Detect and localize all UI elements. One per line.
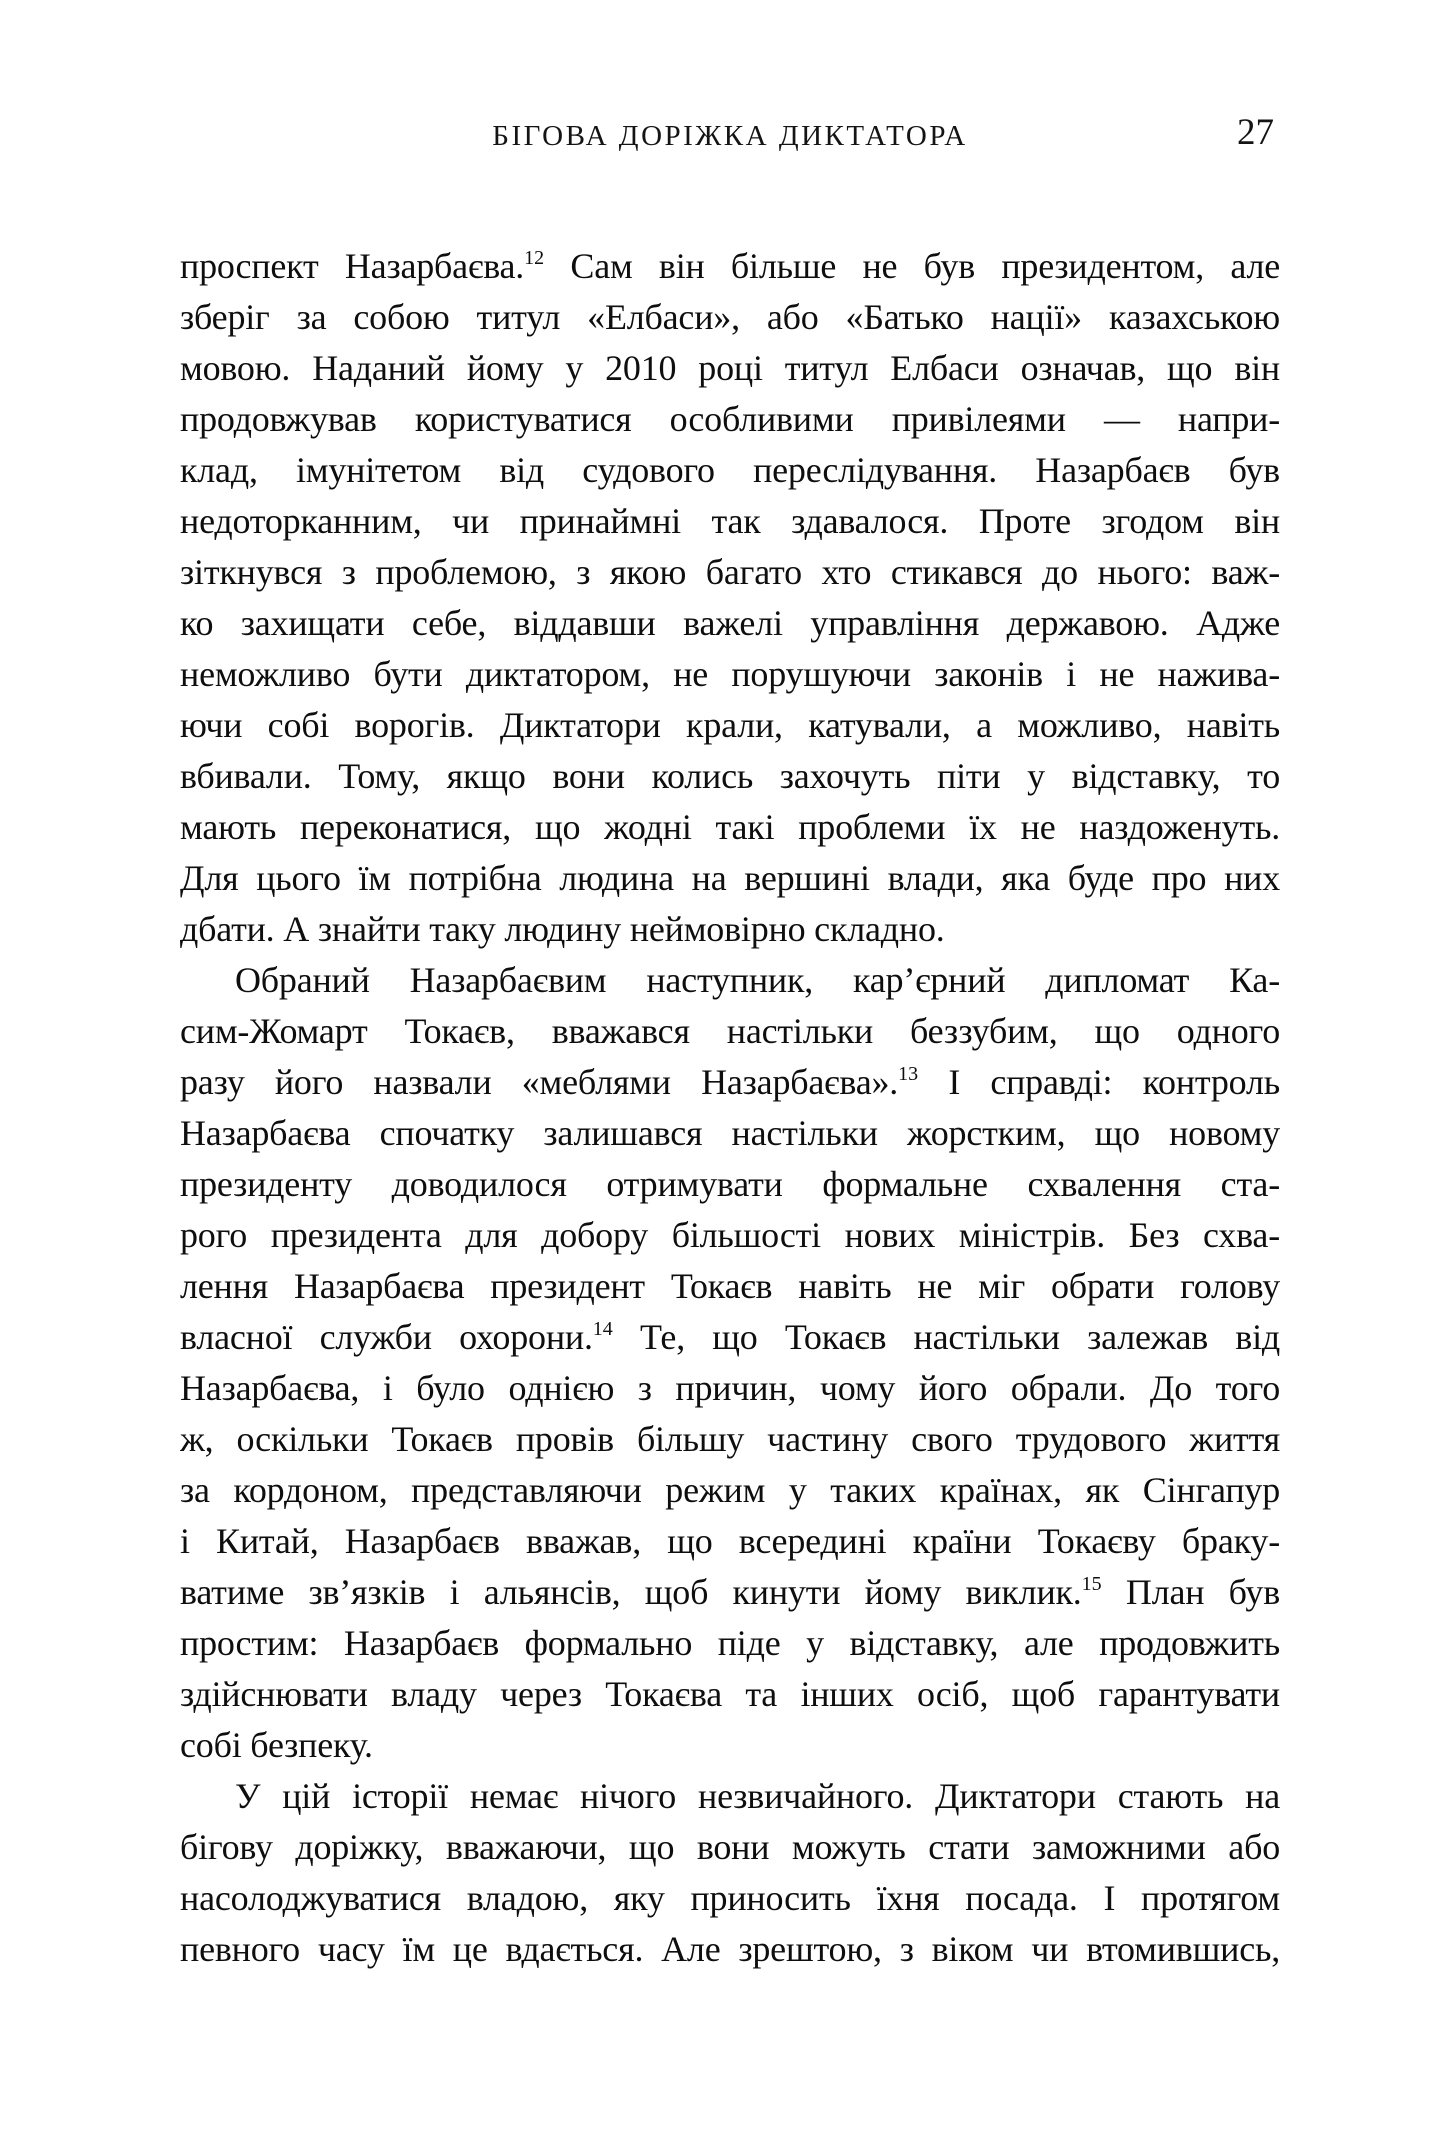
footnote-ref: 12 <box>524 247 545 269</box>
text-line: Назарбаєва спочатку залишався настільки жорстким, що новому <box>180 1113 1280 1153</box>
text-line: Обраний Назарбаєвим наступник, кар’єрний дипломат Ка- <box>235 960 1280 1000</box>
text-line: зберіг за собою титул «Елбаси», або «Батько нації» казахською <box>180 297 1280 337</box>
text-line: ючи собі ворогів. Диктатори крали, катували, а можливо, навіть <box>180 705 1280 745</box>
text-line: недоторканним, чи принаймні так здавалося. Проте згодом він <box>180 501 1280 541</box>
text-line: собі безпеку. <box>180 1725 373 1765</box>
text-line: простим: Назарбаєв формально піде у відставку, але продовжить <box>180 1623 1280 1663</box>
text-line: рого президента для добору більшості нових міністрів. Без схва- <box>180 1215 1280 1255</box>
text-line: ко захищати себе, віддавши важелі управління державою. Адже <box>180 603 1280 643</box>
text-line: У цій історії немає нічого незвичайного. Диктатори стають на <box>235 1776 1280 1816</box>
footnote-ref: 14 <box>592 1318 613 1340</box>
text-line: дбати. А знайти таку людину неймовірно складно. <box>180 909 945 949</box>
text-line: Для цього їм потрібна людина на вершині влади, яка буде про них <box>180 858 1280 898</box>
text-line: Назарбаєва, і було однією з причин, чому його обрали. До того <box>180 1368 1280 1408</box>
text-line: власної служби охорони.$^{14}$ Те, що Токаєв настільки залежав від <box>180 1317 1280 1357</box>
text-line: разу його назвали «меблями Назарбаєва».$^{13}$ І справді: контроль <box>180 1062 1280 1102</box>
text-line: ватиме зв’язків і альянсів, щоб кинути йому виклик.$^{15}$ План був <box>180 1572 1280 1612</box>
text-line: неможливо бути диктатором, не порушуючи законів і не нажива- <box>180 654 1280 694</box>
page-number: 27 <box>1237 112 1274 153</box>
text-line: вбивали. Тому, якщо вони колись захочуть піти у відставку, то <box>180 756 1280 796</box>
text-line: зіткнувся з проблемою, з якою багато хто стикався до нього: важ- <box>180 552 1280 592</box>
text-line: мовою. Наданий йому у 2010 році титул Елбаси означав, що він <box>180 348 1280 388</box>
paragraph <box>180 955 1280 1771</box>
body-text <box>180 241 1280 1975</box>
paragraph <box>180 1771 1280 1975</box>
footnote-ref: 13 <box>898 1063 919 1085</box>
text-line: мають переконатися, що жодні такі проблеми їх не наздоженуть. <box>180 807 1280 847</box>
text-line: клад, імунітетом від судового переслідування. Назарбаєв був <box>180 450 1280 490</box>
footnote-ref: 15 <box>1081 1573 1102 1595</box>
text-line: насолоджуватися владою, яку приносить їхня посада. І протягом <box>180 1878 1280 1918</box>
running-head <box>180 112 1280 158</box>
text-line: певного часу їм це вдається. Але зрештою, з віком чи втомившись, <box>180 1929 1280 1969</box>
text-line: за кордоном, представляючи режим у таких країнах, як Сінгапур <box>180 1470 1280 1510</box>
text-line: ж, оскільки Токаєв провів більшу частину свого трудового життя <box>180 1419 1280 1459</box>
text-line: і Китай, Назарбаєв вважав, що всередині країни Токаєву браку- <box>180 1521 1280 1561</box>
text-line: сим-Жомарт Токаєв, вважався настільки беззубим, що одного <box>180 1011 1280 1051</box>
text-line: президенту доводилося отримувати формальне схвалення ста- <box>180 1164 1280 1204</box>
text-line: проспект Назарбаєва.$^{12}$ Сам він більше не був президентом, але <box>180 246 1280 286</box>
text-line: продовжував користуватися особливими привілеями — напри- <box>180 399 1280 439</box>
text-line: лення Назарбаєва президент Токаєв навіть не міг обрати голову <box>180 1266 1280 1306</box>
text-line: здійснювати владу через Токаєва та інших осіб, щоб гарантувати <box>180 1674 1280 1714</box>
paragraph <box>180 241 1280 955</box>
text-line: бігову доріжку, вважаючи, що вони можуть стати заможними або <box>180 1827 1280 1867</box>
chapter-title: БІГОВА ДОРІЖКА ДИКТАТОРА <box>492 120 968 152</box>
